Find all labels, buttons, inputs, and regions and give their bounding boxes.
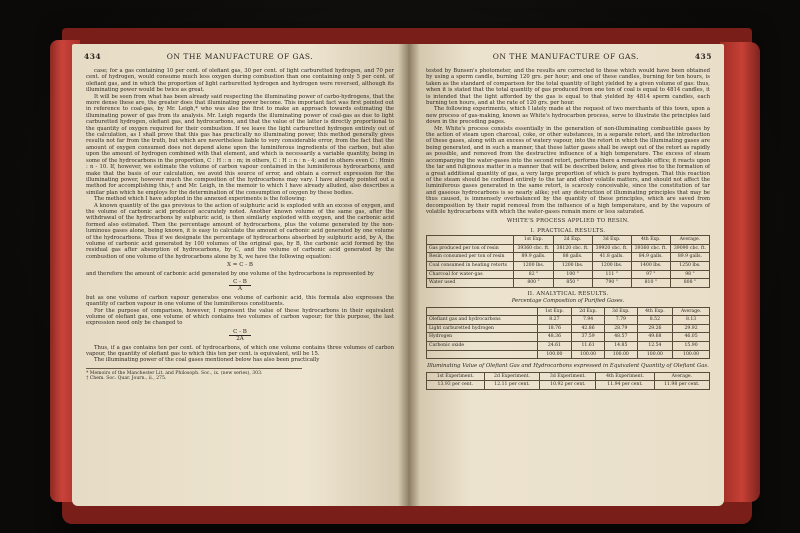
page-edges-right	[720, 42, 760, 502]
table-header-cell: 2d Exp.	[553, 236, 592, 245]
table-header-row	[427, 307, 710, 316]
table-row	[427, 279, 710, 288]
table-header-cell: Average.	[654, 372, 709, 381]
fraction	[86, 329, 394, 343]
paragraph: The method which I have adopted in the annexed experiments is the following:	[94, 196, 307, 203]
paragraph: The illuminating power of the coal gases mentioned below has also been practically	[94, 357, 320, 364]
table-cell: 100.00	[604, 350, 637, 359]
right-page	[408, 44, 724, 506]
left-running-head	[84, 52, 396, 64]
table-row	[427, 261, 710, 270]
table-cell: Carbonic oxide	[427, 341, 538, 350]
table-header-cell: 4th Experiment.	[596, 372, 654, 381]
fraction-denominator: A	[237, 286, 243, 293]
table-total-row	[427, 350, 710, 359]
table-header-cell: 2d Experiment.	[484, 372, 540, 381]
illuminating-value-table	[426, 372, 710, 390]
table-cell: 7.94	[572, 316, 605, 325]
table-cell: 38120 cbc. ft.	[553, 244, 592, 253]
table-header-cell: Average.	[673, 307, 710, 316]
table-cell: 29.26	[637, 324, 672, 333]
table-cell: 41.8 galls.	[592, 253, 631, 262]
table-title: II. ANALYTICAL RESULTS.	[527, 290, 609, 297]
paragraph: The following experiments, which I lately made at the request of two merchants of this town, upon a new process of gas-making, known as White's hydrocarbon process, serve to illustrate the principles laid down in the preceding pages.	[426, 106, 710, 126]
table-cell: 100.00	[637, 350, 672, 359]
table-header-cell	[427, 236, 514, 245]
table-cell: Hydrogen	[427, 333, 538, 342]
table-cell: 18.76	[537, 324, 572, 333]
book-gutter-shadow	[398, 44, 420, 506]
table-header-cell: 4th Exp.	[637, 307, 672, 316]
footnote: † Chem. Soc. Quar. Journ., ii., 275.	[86, 376, 167, 382]
paragraph: tested by Bunsen's photometer, and the results are corrected to those which would have been obtained by using a sperm candle, burning 120 grs. per hour; and one of these candles, burning for ten hours, is taken as the standard of comparison for the total quantity of light yielded by a given volume of gas: thus, when it is stated that the total quantity of gas produced from one ton of coal is equal to 4814 candles, it is intended that the light afforded by the gas is equal to that yielded by 4814 sperm candles, each burning ten hours, and at the rate of 120 grs. per hour.	[426, 68, 710, 107]
left-running-title: ON THE MANUFACTURE OF GAS.	[166, 52, 314, 61]
table-cell: 42.86	[572, 324, 605, 333]
table-cell: 100.00	[572, 350, 605, 359]
table-cell: 14.85	[604, 341, 637, 350]
table-cell: 97 "	[631, 270, 670, 279]
table-cell: 800 "	[514, 279, 553, 288]
footnote: * Memoirs of the Manchester Lit. and Philosoph. Soc., ix. (new series), 303.	[86, 370, 263, 376]
table-title: I. PRACTICAL RESULTS.	[530, 227, 606, 234]
table-cell: 89.9 galls.	[514, 253, 553, 262]
left-page-body	[86, 68, 394, 382]
table-cell: 11.98 per cent.	[654, 381, 709, 390]
paragraph: Mr. White's process consists essentially in the generation of non-illuminating combustible gases by the action of steam upon charcoal, coke, or other substances, in a separate retort, and the introduction of these gases, along with an excess of watery vapour, into the retort in which the illuminating gases are being generated, and in such a manner, that these latter gases shall be swept out of the retort as rapidly as possible, and removed from the destructive influence of a high temperature. The excess of steam accompanying the water-gases into the second retort, performs there a remarkable office; it reacts upon the tar and fuliginous matter in a manner that will be described below, and gives rise to the formation of a great additional quantity of gas, a very large proportion of which is pure hydrogen. That this reaction of the steam should be confined entirely to the tar and other volatile matters, and should not affect the luminiferous gases generated in the same retort, is scarcely conceivable, since the constitution of tar and gaseous hydrocarbons is so nearly alike; yet any destruction of illuminating principles that may be thus caused, is immensely overbalanced by the quantity of these principles, which are saved from decomposition by their rapid removal from the influence of a high temperature, and by the vapours of volatile hydrocarbons with which the water-gases remain more or less saturated.	[426, 125, 710, 215]
table-header-cell: 2d Exp.	[572, 307, 605, 316]
table-cell: 790 "	[592, 279, 631, 288]
right-page-body	[426, 68, 710, 390]
table-cell: 1200 lbs.	[514, 261, 553, 270]
table-header-cell: 1st Experiment.	[427, 372, 485, 381]
table-cell: 10.92 per cent.	[540, 381, 596, 390]
table-cell: 1200 lbs.	[553, 261, 592, 270]
table-row	[427, 341, 710, 350]
table-row	[427, 381, 710, 390]
fraction-numerator: C - B	[229, 279, 251, 286]
right-running-title: ON THE MANUFACTURE OF GAS.	[492, 52, 640, 61]
table-cell: 89.9 galls.	[670, 253, 709, 262]
footnotes	[86, 368, 302, 382]
table-header-cell: 3d Exp.	[592, 236, 631, 245]
table-cell: 13.93 per cent.	[427, 381, 485, 390]
table-cell: 111 "	[592, 270, 631, 279]
table-cell: 88 galls.	[553, 253, 592, 262]
table-cell: 98 "	[670, 270, 709, 279]
equation: X = C - B	[226, 262, 254, 269]
table-cell: Charcoal for water-gas	[427, 270, 514, 279]
table-cell: 15.90	[673, 341, 710, 350]
table-header-cell: Average.	[670, 236, 709, 245]
paragraph: Thus, if a gas contains ten per cent. of hydrocarbons, of which one volume contains three volumes of carbon vapour, the quantity of olefiant gas to which this ten per cent. is equivalent, will be 15.	[86, 344, 394, 358]
table-cell: 46.05	[673, 333, 710, 342]
table-subtitle: Percentage Composition of Purified Gases.	[511, 298, 625, 305]
table-row	[427, 244, 710, 253]
paragraph: For the purpose of comparison, however, I represent the value of these hydrocarbons in their equivalent volume of olefiant gas, one volume of which contains two volumes of carbon vapour; for this purpose, the last expression need only be changed to	[86, 307, 394, 327]
table-cell: 84.9 galls.	[631, 253, 670, 262]
table-header-cell: 4th Exp.	[631, 236, 670, 245]
right-running-head	[420, 52, 712, 64]
table-header-cell: 3d Exp.	[604, 307, 637, 316]
table-cell	[427, 350, 538, 359]
table-row	[427, 316, 710, 325]
left-page	[72, 44, 408, 506]
table-header-cell: 1st Exp.	[514, 236, 553, 245]
table-row	[427, 324, 710, 333]
table-cell: 37.59	[572, 333, 605, 342]
table-cell: 8.13	[673, 316, 710, 325]
table-cell: 1400 lbs.	[631, 261, 670, 270]
section-title: WHITE'S PROCESS APPLIED TO RESIN.	[506, 218, 630, 225]
table-cell: Gas produced per ton of resin	[427, 244, 514, 253]
paragraph: and therefore the amount of carbonic acid generated by one volume of the hydrocarbons is represented by	[86, 270, 374, 277]
table-cell: Light carburetted hydrogen	[427, 324, 538, 333]
table-cell: 48.57	[604, 333, 637, 342]
table-header-row	[427, 372, 710, 381]
table-cell: 100.00	[537, 350, 572, 359]
table-cell: 850 "	[553, 279, 592, 288]
table-cell: 82 "	[514, 270, 553, 279]
fraction-numerator: C - B	[229, 329, 251, 336]
table-cell: Coal consumed in heating retorts	[427, 261, 514, 270]
analytical-results-table	[426, 307, 710, 360]
table-title: Illuminating Value of Olefiant Gas and Hydrocarbons expressed in Equivalent Quantity of Olefiant Gas.	[427, 363, 709, 370]
table-cell: 11.61	[572, 341, 605, 350]
table-header-cell: 3d Experiment.	[540, 372, 596, 381]
fraction-denominator: 2A	[236, 336, 244, 343]
table-header-cell: 1st Exp.	[537, 307, 572, 316]
practical-results-table	[426, 235, 710, 288]
table-cell: 24.61	[537, 341, 572, 350]
table-cell: 39360 cbc. ft.	[514, 244, 553, 253]
table-header-row	[427, 236, 710, 245]
table-cell: 1200 lbs.	[592, 261, 631, 270]
table-cell: 100 "	[553, 270, 592, 279]
table-cell: 28.79	[604, 324, 637, 333]
table-cell: 810 "	[631, 279, 670, 288]
table-cell: Resin consumed per ton of resin	[427, 253, 514, 262]
table-cell: 39920 cbc. ft.	[592, 244, 631, 253]
right-page-number: 435	[694, 52, 712, 61]
table-cell: 8.27	[537, 316, 572, 325]
table-cell: 12.54	[637, 341, 672, 350]
table-row	[427, 270, 710, 279]
table-cell: 1250 lbs.	[670, 261, 709, 270]
paragraph: case; for a gas containing 10 per cent. of olefiant gas, 30 per cent. of light carburetted hydrogen, and 70 per cent. of hydrogen, would consume much less oxygen during combustion than one containing only 5 per cent. of olefiant gas, and in which the proportion of light carburetted hydrogen and hydrogen were reversed, although its illuminating power would be twice as great.	[86, 68, 394, 94]
fraction	[86, 279, 394, 293]
table-cell: Olefiant gas and hydrocarbons	[427, 316, 538, 325]
table-cell: 100.00	[673, 350, 710, 359]
paragraph: A known quantity of the gas previous to the action of sulphuric acid is exploded with an excess of oxygen, and the volume of carbonic acid produced accurately noted. Another known volume of the same gas, after the withdrawal of the hydrocarbons by sulphuric acid, is then similarly exploded with oxygen, and the carbonic acid formed also estimated. Then the percentage amount of hydrocarbons, plus the volume generated by the non-luminous gases alone, being known, it is easy to calculate the amount of carbonic acid generated by one volume of the hydrocarbons. Thus if we designate the percentage of hydrocarbons absorbed by sulphuric acid, by A, the volume of carbonic acid generated by 100 volumes of the original gas, by B, the carbonic acid formed by the residual gas after absorption of hydrocarbons, by C, and the volume of carbonic acid generated by the combustion of one volume of the hydrocarbons alone by X, we have the following equation:	[86, 202, 394, 260]
table-row	[427, 253, 710, 262]
table-cell: 8.52	[637, 316, 672, 325]
table-cell: Water used	[427, 279, 514, 288]
table-cell: 12.11 per cent.	[484, 381, 540, 390]
paragraph: but as one volume of carbon vapour generates one volume of carbonic acid, this formula also expresses the quantity of carbon vapour in one volume of the luminiferous constituents.	[86, 294, 394, 308]
paragraph: It will be seen from what has been already said respecting the illuminating power of carbo-hydrogens, that the more dense these are, the greater does that illuminating power become. This important fact was first pointed out in reference to coal-gas, by Mr. Leigh,* who was also the first to make an approach towards estimating the illuminating power of gas from its analysis. Mr. Leigh regards the illuminating power of coal-gas as due to light carburetted hydrogen, olefiant gas, and hydrocarbons, and that the value of the latter is directly proportional to the quantity of oxygen required for their combustion. If we leave the light carburetted hydrogen entirely out of the calculation, as I shall prove that this gas has practically no illuminating power, this method generally gives results not far from the truth, but which are nevertheless liable to very considerable error, from the fact that the amount of oxygen consumed does not depend alone upon the luminiferous ingredients of the carbon, but also upon the amount of hydrogen combined with that element, and which is necessarily a variable quantity, being in some of the hydrocarbons in the proportion, C : H :: n : m; in others, C : H :: n : n - 4; and in others even C : Hmin : n - 10. If, however, we estimate the volume of carbon vapour contained in the luminiferous hydrocarbons, and make that the basis of our calculation, we avoid this source of error, and obtain a correct expression for the illuminating power, however much the composition of the hydrocarbons may vary. I have already pointed out a method for accomplishing this,† and Mr. Leigh, in the memoir to which I have already alluded, also describes a similar plan which he employs for the determination of the consumption of oxygen by these bodies.	[86, 93, 394, 196]
table-row	[427, 333, 710, 342]
table-cell: 808 "	[670, 279, 709, 288]
table-cell: 48.36	[537, 333, 572, 342]
left-page-number: 434	[84, 52, 102, 61]
table-cell: 39360 cbc. ft.	[631, 244, 670, 253]
table-cell: 39090 cbc. ft.	[670, 244, 709, 253]
table-cell: 29.92	[673, 324, 710, 333]
table-header-cell	[427, 307, 538, 316]
table-cell: 49.68	[637, 333, 672, 342]
table-cell: 11.94 per cent.	[596, 381, 654, 390]
table-cell: 7.79	[604, 316, 637, 325]
